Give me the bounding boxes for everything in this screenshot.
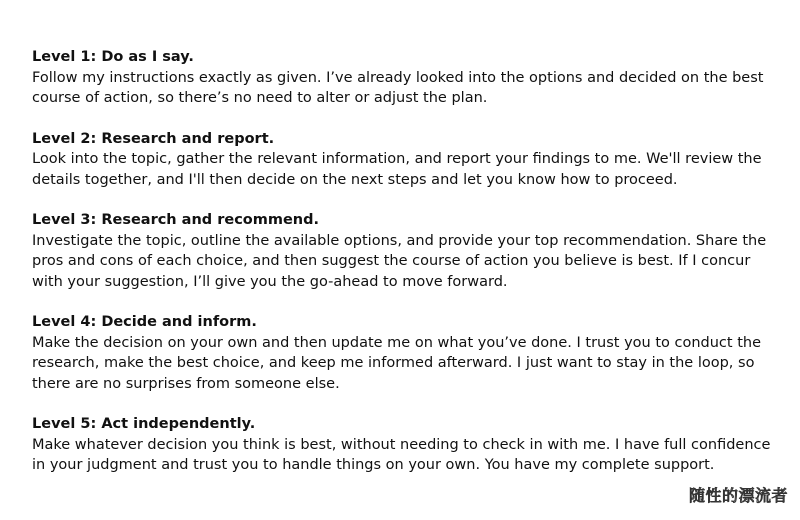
level-4-section (32, 312, 772, 394)
level-1-title: Level 1: Do as I say. (32, 49, 194, 65)
watermark: 随性的漂流者 (688, 486, 788, 505)
level-5-title: Level 5: Act independently. (32, 416, 256, 432)
level-2-text: Look into the topic, gather the relevant information, and report your findings to me. We'll review the details together, and I'll then decide on the next steps and let you know how to proceed. (32, 151, 762, 188)
level-4-text: Make the decision on your own and then update me on what you’ve done. I trust you to conduct the research, make the best choice, and keep me informed afterward. I just want to stay in the loop, so there are no surprises from someone else. (32, 334, 761, 392)
document-body (32, 47, 772, 496)
level-1-text: Follow my instructions exactly as given. I’ve already looked into the options and decided on the best course of action, so there’s no need to alter or adjust the plan. (32, 69, 764, 106)
level-4-title: Level 4: Decide and inform. (32, 314, 257, 330)
level-2-title: Level 2: Research and report. (32, 130, 275, 147)
level-3-title: Level 3: Research and recommend. (32, 212, 320, 228)
level-5-text: Make whatever decision you think is best, without needing to check in with me. I have full confidence in your judgment and trust you to handle things on your own. You have my complete support. (32, 436, 771, 473)
level-2-section (32, 129, 772, 191)
level-3-section (32, 210, 772, 292)
level-1-section (32, 47, 772, 109)
level-5-section (32, 414, 772, 476)
level-3-text: Investigate the topic, outline the available options, and provide your top recommendation. Share the pros and cons of each choice, and then suggest the course of action you believe is best. If I concur with your suggestion, I’ll give you the go-ahead to move forward. (32, 232, 767, 290)
